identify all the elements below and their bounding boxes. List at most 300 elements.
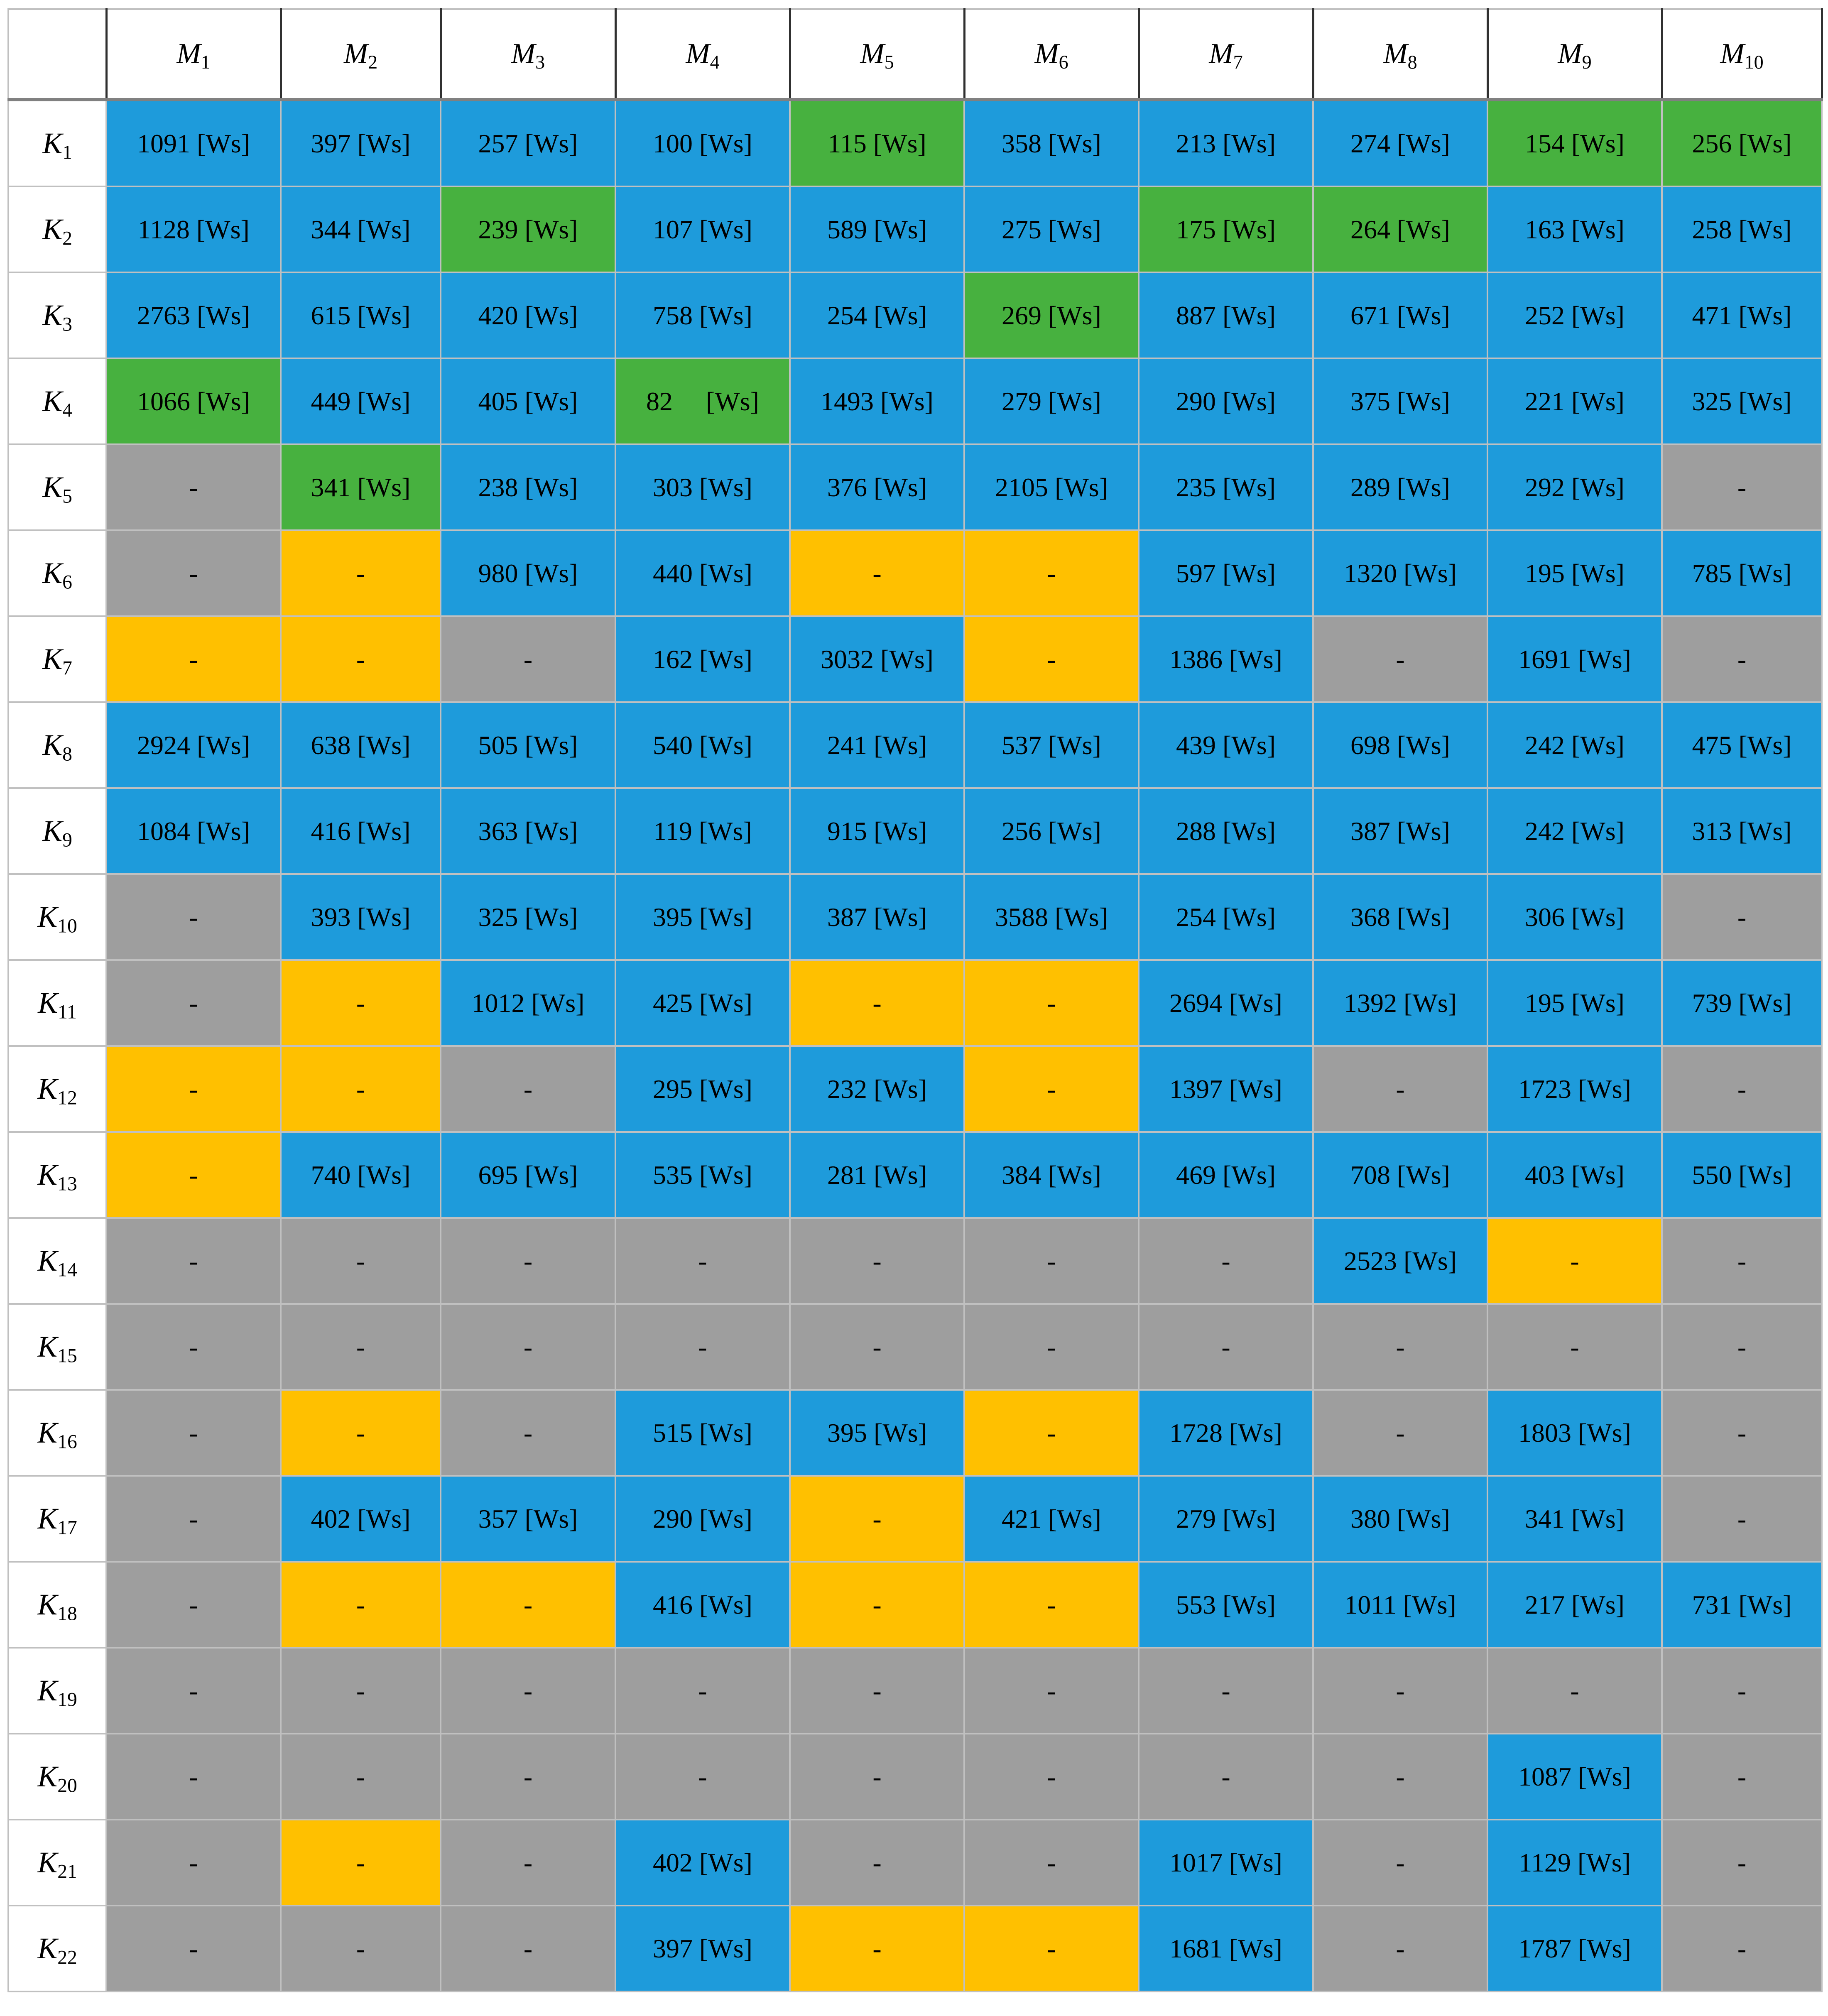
column-header-subscript: 5 [884, 51, 894, 73]
value-cell: 589 [Ws] [790, 186, 964, 272]
column-header-m8 [1313, 9, 1487, 100]
value-cell: 341 [Ws] [281, 444, 441, 530]
value-cell: - [615, 1648, 790, 1734]
row-header-letter: K [42, 127, 63, 160]
value-cell: 254 [Ws] [790, 272, 964, 358]
row-header-letter: K [42, 814, 63, 848]
value-cell: - [1313, 1046, 1487, 1132]
value-cell: 739 [Ws] [1662, 960, 1822, 1046]
value-cell: 306 [Ws] [1487, 874, 1662, 960]
row-header-k2 [8, 186, 106, 272]
value-cell: 254 [Ws] [1139, 874, 1313, 960]
value-cell: - [281, 1648, 441, 1734]
value-cell: - [1487, 1218, 1662, 1304]
value-cell: - [1313, 1390, 1487, 1476]
value-cell: 1012 [Ws] [441, 960, 615, 1046]
value-cell: 195 [Ws] [1487, 530, 1662, 616]
column-header-m10 [1662, 9, 1822, 100]
value-cell: 3588 [Ws] [964, 874, 1139, 960]
value-cell: 1787 [Ws] [1487, 1906, 1662, 1992]
value-cell: 416 [Ws] [615, 1562, 790, 1648]
value-cell: - [441, 1820, 615, 1906]
value-cell: 397 [Ws] [615, 1906, 790, 1992]
column-header-m3 [441, 9, 615, 100]
table-row [8, 1734, 1822, 1820]
value-cell: - [1662, 1390, 1822, 1476]
column-header-letter: M [1209, 38, 1233, 70]
column-header-letter: M [343, 38, 368, 70]
value-cell: - [1487, 1648, 1662, 1734]
value-cell: 162 [Ws] [615, 616, 790, 702]
value-cell: 275 [Ws] [964, 186, 1139, 272]
column-header-letter: M [1034, 38, 1059, 70]
value-cell: - [441, 1648, 615, 1734]
column-header-letter: M [1558, 38, 1582, 70]
value-cell: 264 [Ws] [1313, 186, 1487, 272]
value-cell: 238 [Ws] [441, 444, 615, 530]
value-cell: 242 [Ws] [1487, 702, 1662, 788]
value-cell: 257 [Ws] [441, 100, 615, 186]
value-cell: - [106, 530, 281, 616]
table-row [8, 100, 1822, 186]
row-header-letter: K [37, 1674, 58, 1707]
value-cell: - [964, 1218, 1139, 1304]
value-cell: - [1662, 444, 1822, 530]
value-cell: 731 [Ws] [1662, 1562, 1822, 1648]
value-cell: 357 [Ws] [441, 1476, 615, 1562]
row-header-subscript: 17 [57, 1517, 77, 1539]
table-row [8, 1390, 1822, 1476]
row-header-k17 [8, 1476, 106, 1562]
value-cell: - [441, 1562, 615, 1648]
energy-table [7, 8, 1823, 1992]
value-cell: - [964, 1304, 1139, 1390]
value-cell: 597 [Ws] [1139, 530, 1313, 616]
value-cell: 325 [Ws] [1662, 358, 1822, 444]
row-header-subscript: 8 [62, 743, 72, 765]
table-row [8, 1046, 1822, 1132]
value-cell: 1128 [Ws] [106, 186, 281, 272]
column-header-m7 [1139, 9, 1313, 100]
column-header-letter: M [1720, 38, 1745, 70]
value-cell: 163 [Ws] [1487, 186, 1662, 272]
column-header-m6 [964, 9, 1139, 100]
value-cell: 439 [Ws] [1139, 702, 1313, 788]
row-header-k12 [8, 1046, 106, 1132]
table-row [8, 530, 1822, 616]
value-cell: - [106, 1390, 281, 1476]
value-cell: 1681 [Ws] [1139, 1906, 1313, 1992]
value-cell: - [281, 1304, 441, 1390]
row-header-k21 [8, 1820, 106, 1906]
value-cell: - [964, 1734, 1139, 1820]
row-header-subscript: 16 [57, 1431, 77, 1453]
value-cell: - [281, 1734, 441, 1820]
column-header-subscript: 1 [201, 51, 211, 73]
column-header-m2 [281, 9, 441, 100]
table-row [8, 1648, 1822, 1734]
value-cell: - [1313, 616, 1487, 702]
value-cell: - [790, 530, 964, 616]
value-cell: 380 [Ws] [1313, 1476, 1487, 1562]
value-cell: - [106, 444, 281, 530]
row-header-k22 [8, 1906, 106, 1992]
value-cell: - [441, 1218, 615, 1304]
value-cell: - [1139, 1218, 1313, 1304]
value-cell: - [964, 1906, 1139, 1992]
row-header-k9 [8, 788, 106, 874]
value-cell: 395 [Ws] [790, 1390, 964, 1476]
value-cell: - [1139, 1734, 1313, 1820]
value-cell: 1803 [Ws] [1487, 1390, 1662, 1476]
value-cell: - [964, 1648, 1139, 1734]
value-cell: - [281, 960, 441, 1046]
value-cell: 221 [Ws] [1487, 358, 1662, 444]
value-cell: 671 [Ws] [1313, 272, 1487, 358]
value-cell: 295 [Ws] [615, 1046, 790, 1132]
table-row [8, 272, 1822, 358]
value-cell: - [790, 1218, 964, 1304]
value-cell: 638 [Ws] [281, 702, 441, 788]
value-cell: - [441, 1734, 615, 1820]
value-cell: - [281, 1906, 441, 1992]
value-cell: 375 [Ws] [1313, 358, 1487, 444]
value-cell: 288 [Ws] [1139, 788, 1313, 874]
value-cell: 980 [Ws] [441, 530, 615, 616]
table-row [8, 616, 1822, 702]
row-header-subscript: 3 [62, 314, 72, 336]
value-cell: - [106, 1218, 281, 1304]
value-cell: 395 [Ws] [615, 874, 790, 960]
row-header-letter: K [37, 1416, 58, 1449]
value-cell: 368 [Ws] [1313, 874, 1487, 960]
value-cell: 449 [Ws] [281, 358, 441, 444]
value-cell: 1129 [Ws] [1487, 1820, 1662, 1906]
value-cell: - [281, 1562, 441, 1648]
column-header-letter: M [511, 38, 536, 70]
column-header-m5 [790, 9, 964, 100]
column-header-subscript: 3 [535, 51, 545, 73]
value-cell: - [964, 1390, 1139, 1476]
value-cell: 154 [Ws] [1487, 100, 1662, 186]
value-cell: - [615, 1218, 790, 1304]
row-header-letter: K [37, 1588, 58, 1621]
row-header-letter: K [37, 1760, 58, 1793]
value-cell: 107 [Ws] [615, 186, 790, 272]
value-cell: 1066 [Ws] [106, 358, 281, 444]
table-row [8, 1304, 1822, 1390]
column-header-m9 [1487, 9, 1662, 100]
value-cell: 279 [Ws] [964, 358, 1139, 444]
value-cell: 515 [Ws] [615, 1390, 790, 1476]
value-cell: 213 [Ws] [1139, 100, 1313, 186]
row-header-k16 [8, 1390, 106, 1476]
value-cell: 915 [Ws] [790, 788, 964, 874]
value-cell: 535 [Ws] [615, 1132, 790, 1218]
value-cell: - [1662, 1476, 1822, 1562]
value-cell: 615 [Ws] [281, 272, 441, 358]
value-cell: - [1313, 1906, 1487, 1992]
row-header-k13 [8, 1132, 106, 1218]
value-cell: 1723 [Ws] [1487, 1046, 1662, 1132]
row-header-letter: K [37, 1502, 58, 1535]
row-header-letter: K [42, 642, 63, 676]
row-header-subscript: 2 [62, 228, 72, 250]
row-header-subscript: 7 [62, 657, 72, 679]
value-cell: 358 [Ws] [964, 100, 1139, 186]
value-cell: - [106, 1476, 281, 1562]
value-cell: - [964, 1820, 1139, 1906]
value-cell: - [1139, 1304, 1313, 1390]
value-cell: - [1313, 1648, 1487, 1734]
value-cell: - [790, 1648, 964, 1734]
value-cell: 258 [Ws] [1662, 186, 1822, 272]
table-row [8, 1218, 1822, 1304]
row-header-k8 [8, 702, 106, 788]
table-row [8, 1906, 1822, 1992]
table-row [8, 186, 1822, 272]
value-cell: 1084 [Ws] [106, 788, 281, 874]
column-header-subscript: 2 [368, 51, 378, 73]
value-cell: 274 [Ws] [1313, 100, 1487, 186]
value-cell: 537 [Ws] [964, 702, 1139, 788]
value-cell: 1392 [Ws] [1313, 960, 1487, 1046]
value-cell: 341 [Ws] [1487, 1476, 1662, 1562]
row-header-letter: K [37, 1244, 58, 1277]
row-header-letter: K [42, 728, 63, 762]
value-cell: - [1662, 1906, 1822, 1992]
value-cell: 269 [Ws] [964, 272, 1139, 358]
value-cell: 421 [Ws] [964, 1476, 1139, 1562]
table-row [8, 960, 1822, 1046]
row-header-subscript: 5 [62, 485, 72, 507]
value-cell: - [106, 1906, 281, 1992]
row-header-subscript: 21 [57, 1861, 77, 1883]
table-row [8, 788, 1822, 874]
row-header-letter: K [37, 1158, 58, 1191]
value-cell: - [1139, 1648, 1313, 1734]
row-header-letter: K [38, 986, 58, 1019]
value-cell: 1493 [Ws] [790, 358, 964, 444]
value-cell: 695 [Ws] [441, 1132, 615, 1218]
value-cell: 387 [Ws] [790, 874, 964, 960]
value-cell: - [281, 1046, 441, 1132]
value-cell: 387 [Ws] [1313, 788, 1487, 874]
value-cell: 235 [Ws] [1139, 444, 1313, 530]
value-cell: 376 [Ws] [790, 444, 964, 530]
value-cell: 475 [Ws] [1662, 702, 1822, 788]
value-cell: - [441, 1304, 615, 1390]
value-cell: 232 [Ws] [790, 1046, 964, 1132]
row-header-subscript: 11 [58, 1001, 77, 1023]
value-cell: - [106, 960, 281, 1046]
table-row [8, 1820, 1822, 1906]
value-cell: - [106, 1304, 281, 1390]
value-cell: - [281, 530, 441, 616]
row-header-k18 [8, 1562, 106, 1648]
value-cell: - [790, 1906, 964, 1992]
column-header-m4 [615, 9, 790, 100]
row-header-letter: K [42, 213, 63, 246]
row-header-k15 [8, 1304, 106, 1390]
value-cell: 325 [Ws] [441, 874, 615, 960]
value-cell: - [441, 1390, 615, 1476]
value-cell: - [1487, 1304, 1662, 1390]
value-cell: 241 [Ws] [790, 702, 964, 788]
value-cell: - [106, 1132, 281, 1218]
value-cell: - [790, 1562, 964, 1648]
value-cell: 785 [Ws] [1662, 530, 1822, 616]
column-header-m1 [106, 9, 281, 100]
value-cell: - [790, 1734, 964, 1820]
value-cell: 2694 [Ws] [1139, 960, 1313, 1046]
value-cell: - [106, 1820, 281, 1906]
value-cell: - [441, 1906, 615, 1992]
row-header-letter: K [42, 470, 63, 504]
value-cell: - [790, 1476, 964, 1562]
value-cell: - [615, 1304, 790, 1390]
column-header-letter: M [686, 38, 710, 70]
value-cell: 469 [Ws] [1139, 1132, 1313, 1218]
row-header-subscript: 13 [57, 1173, 77, 1195]
value-cell: - [106, 1648, 281, 1734]
row-header-k20 [8, 1734, 106, 1820]
value-cell: 256 [Ws] [1662, 100, 1822, 186]
value-cell: 402 [Ws] [615, 1820, 790, 1906]
value-cell: - [106, 1046, 281, 1132]
row-header-k1 [8, 100, 106, 186]
row-header-subscript: 18 [57, 1603, 77, 1625]
value-cell: - [964, 616, 1139, 702]
value-cell: 313 [Ws] [1662, 788, 1822, 874]
value-cell: 505 [Ws] [441, 702, 615, 788]
row-header-letter: K [37, 1846, 58, 1879]
row-header-letter: K [42, 556, 63, 590]
value-cell: 550 [Ws] [1662, 1132, 1822, 1218]
value-cell: 239 [Ws] [441, 186, 615, 272]
value-cell: 363 [Ws] [441, 788, 615, 874]
value-cell: 416 [Ws] [281, 788, 441, 874]
row-header-k4 [8, 358, 106, 444]
column-header-subscript: 8 [1407, 51, 1417, 73]
value-cell: - [441, 1046, 615, 1132]
value-cell: - [281, 1820, 441, 1906]
value-cell: - [1662, 1648, 1822, 1734]
value-cell: 100 [Ws] [615, 100, 790, 186]
row-header-subscript: 9 [62, 829, 72, 851]
column-header-letter: M [1383, 38, 1408, 70]
value-cell: 698 [Ws] [1313, 702, 1487, 788]
value-cell: 887 [Ws] [1139, 272, 1313, 358]
row-header-k5 [8, 444, 106, 530]
column-header-subscript: 9 [1582, 51, 1592, 73]
row-header-k6 [8, 530, 106, 616]
value-cell: 471 [Ws] [1662, 272, 1822, 358]
value-cell: 393 [Ws] [281, 874, 441, 960]
value-cell: - [1313, 1734, 1487, 1820]
value-cell: 344 [Ws] [281, 186, 441, 272]
column-header-letter: M [176, 38, 201, 70]
value-cell: 242 [Ws] [1487, 788, 1662, 874]
value-cell: 256 [Ws] [964, 788, 1139, 874]
row-header-letter: K [37, 1330, 58, 1363]
row-header-k11 [8, 960, 106, 1046]
value-cell: - [1662, 1304, 1822, 1390]
value-cell: 553 [Ws] [1139, 1562, 1313, 1648]
value-cell: - [964, 1046, 1139, 1132]
row-header-subscript: 4 [62, 399, 72, 421]
value-cell: 1728 [Ws] [1139, 1390, 1313, 1476]
value-cell: 281 [Ws] [790, 1132, 964, 1218]
value-cell: - [790, 960, 964, 1046]
value-cell: - [1662, 1734, 1822, 1820]
value-cell: - [964, 960, 1139, 1046]
column-header-subscript: 6 [1059, 51, 1068, 73]
value-cell: 217 [Ws] [1487, 1562, 1662, 1648]
value-cell: 405 [Ws] [441, 358, 615, 444]
row-header-k7 [8, 616, 106, 702]
table-row [8, 702, 1822, 788]
value-cell: 384 [Ws] [964, 1132, 1139, 1218]
table-body [8, 100, 1822, 1992]
value-cell: 1091 [Ws] [106, 100, 281, 186]
table-row [8, 874, 1822, 960]
value-cell: 3032 [Ws] [790, 616, 964, 702]
row-header-letter: K [37, 900, 58, 933]
value-cell: 1087 [Ws] [1487, 1734, 1662, 1820]
value-cell: 279 [Ws] [1139, 1476, 1313, 1562]
row-header-k19 [8, 1648, 106, 1734]
value-cell: - [106, 616, 281, 702]
row-header-subscript: 10 [57, 915, 77, 937]
value-cell: 1017 [Ws] [1139, 1820, 1313, 1906]
value-cell: - [1662, 1820, 1822, 1906]
value-cell: 420 [Ws] [441, 272, 615, 358]
value-cell: - [281, 1390, 441, 1476]
value-cell: 1397 [Ws] [1139, 1046, 1313, 1132]
column-header-subscript: 10 [1744, 51, 1764, 73]
column-header-subscript: 7 [1233, 51, 1243, 73]
value-cell: - [106, 1734, 281, 1820]
value-cell: - [1313, 1820, 1487, 1906]
row-header-letter: K [37, 1932, 58, 1965]
row-header-subscript: 22 [57, 1947, 77, 1969]
value-cell: 2105 [Ws] [964, 444, 1139, 530]
value-cell: 195 [Ws] [1487, 960, 1662, 1046]
value-cell: 540 [Ws] [615, 702, 790, 788]
row-header-subscript: 6 [62, 571, 72, 593]
table-row [8, 1476, 1822, 1562]
value-cell: - [1662, 616, 1822, 702]
row-header-k10 [8, 874, 106, 960]
value-cell: 292 [Ws] [1487, 444, 1662, 530]
value-cell: 303 [Ws] [615, 444, 790, 530]
value-cell: 119 [Ws] [615, 788, 790, 874]
value-cell: - [1313, 1304, 1487, 1390]
value-cell: 758 [Ws] [615, 272, 790, 358]
value-cell: - [964, 530, 1139, 616]
value-cell: 289 [Ws] [1313, 444, 1487, 530]
value-cell: - [790, 1820, 964, 1906]
value-cell: 2924 [Ws] [106, 702, 281, 788]
table-row [8, 358, 1822, 444]
row-header-letter: K [42, 299, 63, 332]
value-cell: - [441, 616, 615, 702]
value-cell: 708 [Ws] [1313, 1132, 1487, 1218]
value-cell: 1691 [Ws] [1487, 616, 1662, 702]
table-row [8, 1562, 1822, 1648]
table-row [8, 1132, 1822, 1218]
